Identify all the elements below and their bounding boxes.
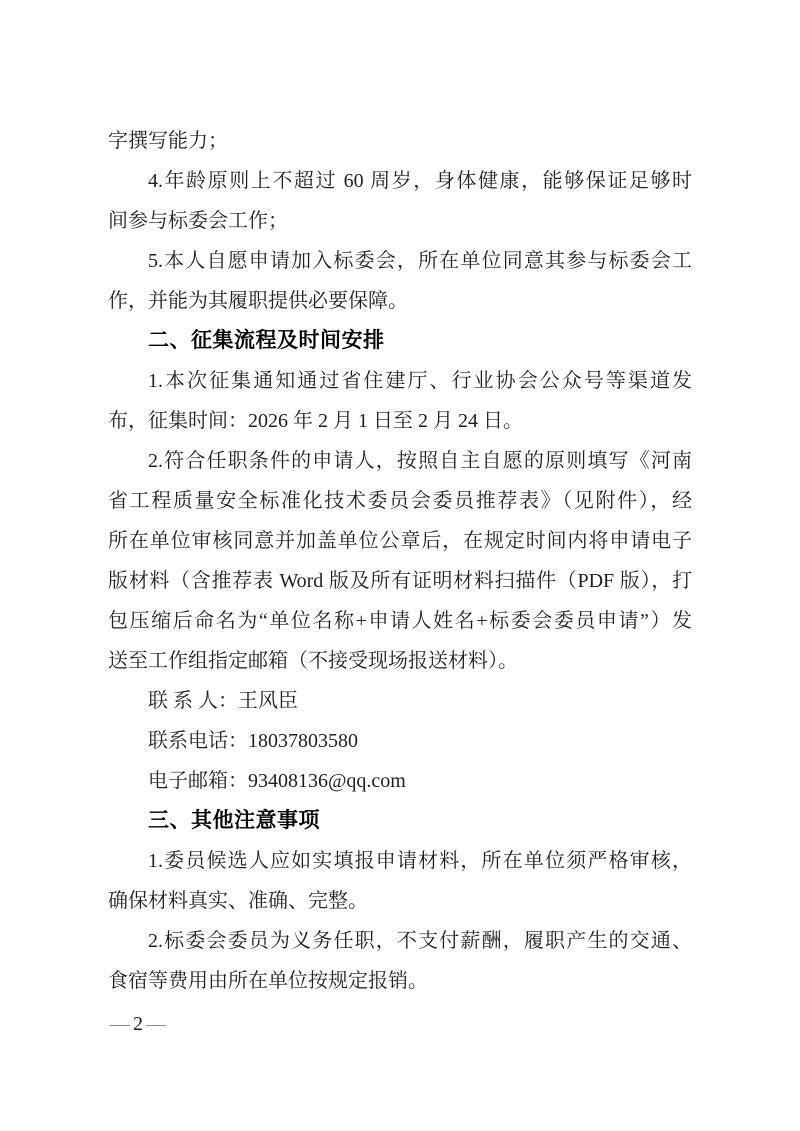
section-heading-2: 二、征集流程及时间安排 — [148, 329, 385, 352]
text-line: 食宿等费用由所在单位按规定报销。 — [108, 970, 428, 992]
text-line: 2.符合任职条件的申请人，按照自主自愿的原则填写《河南 — [148, 450, 692, 472]
text-line: 4.年龄原则上不超过 60 周岁，身体健康，能够保证足够时 — [148, 170, 692, 192]
section-heading-3: 三、其他注意事项 — [148, 809, 320, 832]
page-number — [107, 1011, 169, 1037]
text-line: 送至工作组指定邮箱（不接受现场报送材料）。 — [108, 650, 518, 672]
text-line: 确保材料真实、准确、完整。 — [108, 890, 368, 912]
text-line: 布，征集时间：2026 年 2 月 1 日至 2 月 24 日。 — [108, 410, 523, 432]
contact-phone-line: 联系电话：18037803580 — [148, 730, 358, 752]
contact-person-line: 联 系 人：王风臣 — [148, 690, 298, 712]
document-body — [108, 121, 692, 1001]
page-number-dash-right: — — [146, 1013, 166, 1035]
text-line: 1.本次征集通知通过省住建厅、行业协会公众号等渠道发 — [148, 370, 692, 392]
text-line: 版材料（含推荐表 Word 版及所有证明材料扫描件（PDF 版），打 — [108, 570, 692, 592]
text-line: 5.本人自愿申请加入标委会，所在单位同意其参与标委会工 — [148, 250, 692, 272]
text-line: 间参与标委会工作； — [108, 210, 288, 232]
text-line: 作，并能为其履职提供必要保障。 — [108, 290, 408, 312]
text-line: 字撰写能力； — [108, 130, 228, 152]
text-line: 1.委员候选人应如实填报申请材料，所在单位须严格审核， — [148, 850, 692, 872]
text-line: 所在单位审核同意并加盖单位公章后，在规定时间内将申请电子 — [108, 530, 692, 552]
text-line: 包压缩后命名为“单位名称+申请人姓名+标委会委员申请”）发 — [108, 610, 692, 632]
text-line: 省工程质量安全标准化技术委员会委员推荐表》（见附件），经 — [108, 490, 692, 512]
text-line: 2.标委会委员为义务任职，不支付薪酬，履职产生的交通、 — [148, 930, 692, 952]
page-number-dash-left: — — [110, 1013, 130, 1035]
contact-email-line: 电子邮箱：93408136@qq.com — [148, 770, 406, 792]
page-number-value: 2 — [133, 1013, 143, 1035]
